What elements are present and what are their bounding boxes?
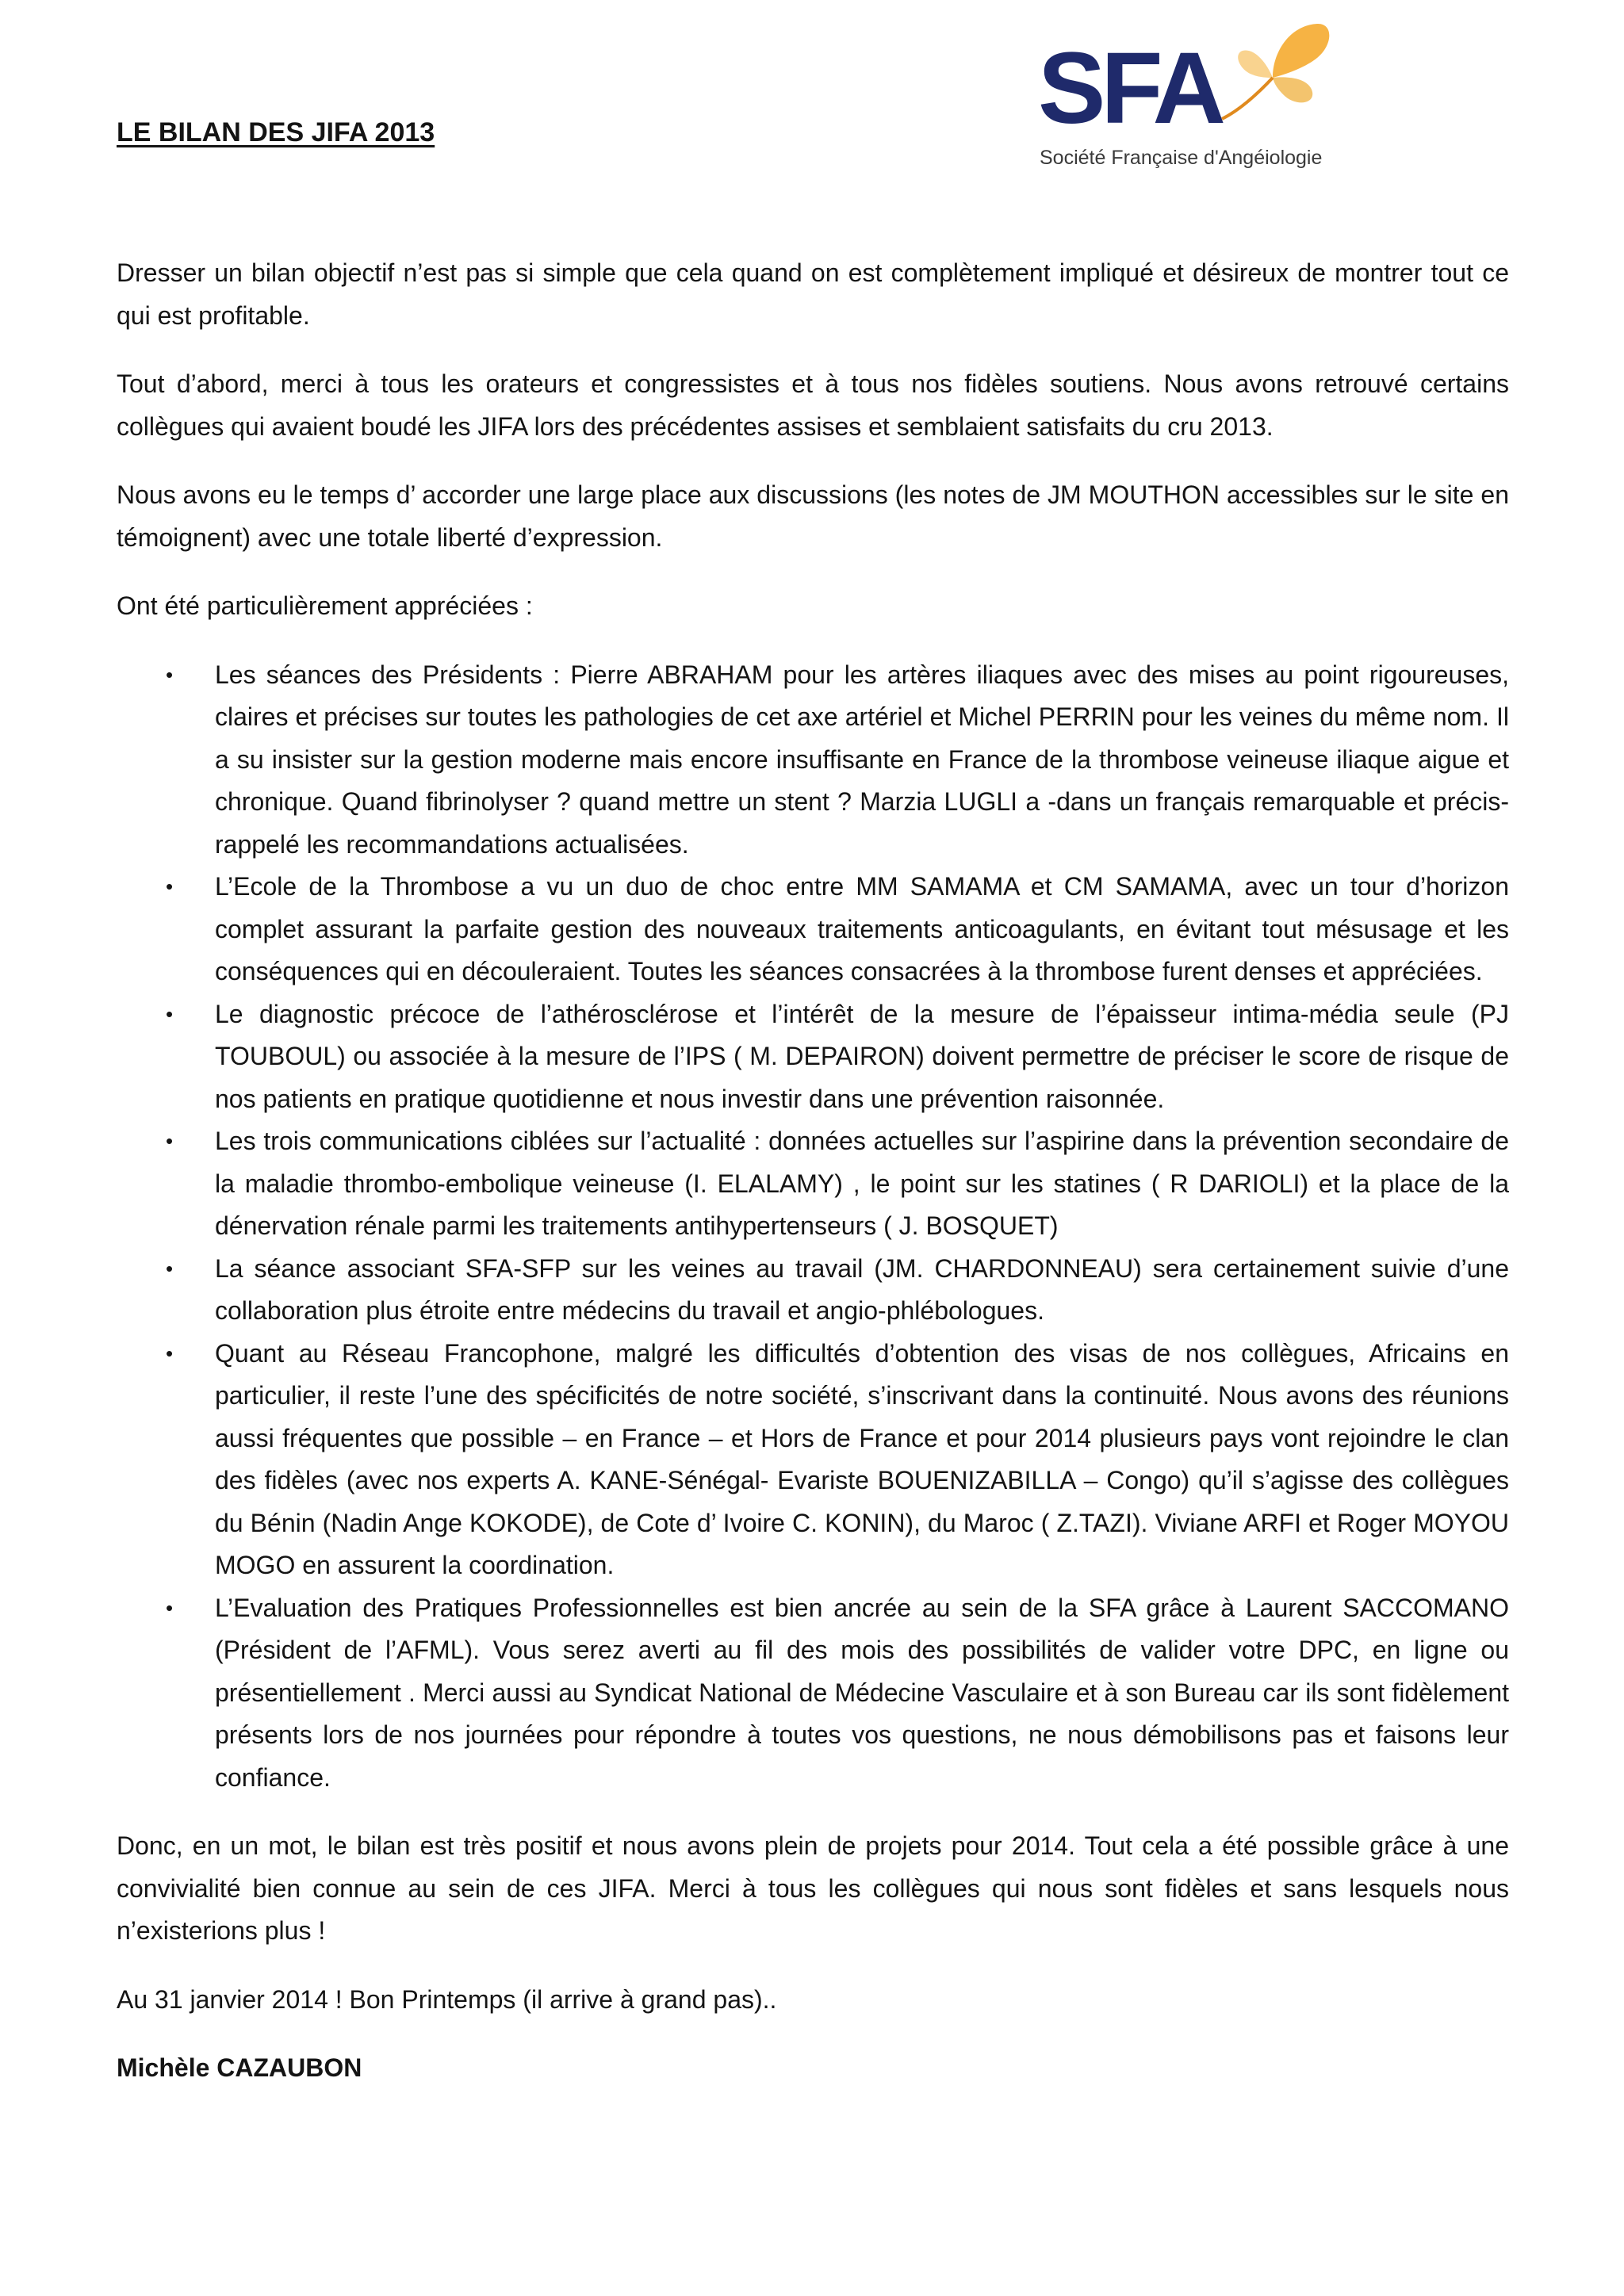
page-title: LE BILAN DES JIFA 2013 — [117, 117, 435, 147]
highlights-list — [117, 654, 1509, 1800]
list-item-text: L’Ecole de la Thrombose a vu un duo de choc entre MM SAMAMA et CM SAMAMA, avec un tour d’horizon complet assurant la parfaite gestion des nouveaux traitements anticoagulants, en évitant tout mésusage et les conséquences qui en découleraient. Toutes les séances consacrées à la thrombose furent denses et appréciées. — [215, 872, 1509, 985]
bullet-icon: • — [166, 1341, 174, 1365]
paragraph-date: Au 31 janvier 2014 ! Bon Printemps (il arrive à grand pas).. — [117, 1984, 777, 2014]
list-item-text: L’Evaluation des Pratiques Professionnelles est bien ancrée au sein de la SFA grâce à Laurent SACCOMANO (Président de l’AFML). Vous serez averti au fil des mois des possibilités de valider votre DPC, en ligne ou présentiellement . Merci aussi au Syndicat National de Médecine Vasculaire et à son Bureau car ils sont fidèlement présents lors de nos journées pour répondre à toutes vos questions, ne nous démobilisons pas et faisons leur confiance. — [215, 1593, 1509, 1792]
list-item-text: Les trois communications ciblées sur l’actualité : données actuelles sur l’aspirine dans la prévention secondaire de la maladie thrombo-embolique veineuse (I. ELALAMY) , le point sur les statines ( R DARIOLI) et la place de la dénervation rénale parmi les traitements antihypertenseurs ( J. BOSQUET) — [215, 1127, 1509, 1240]
list-item — [117, 866, 1509, 993]
list-item — [117, 1120, 1509, 1248]
paragraph-conclusion: Donc, en un mot, le bilan est très positif et nous avons plein de projets pour 2014. Tout cela a été possible grâce à une convivialité bien connue au sein de ces JIFA. Merci à tous les collègues qui nous sont fidèles et sans lesquels nous n’existerions plus ! — [117, 1831, 1509, 1945]
logo-letters: SFA — [1038, 32, 1221, 145]
butterfly-icon — [1222, 24, 1329, 119]
letter-body — [117, 252, 1509, 2116]
list-item-text: La séance associant SFA-SFP sur les veines au travail (JM. CHARDONNEAU) sera certainement suivie d’une collaboration plus étroite entre médecins du travail et angio-phlébologues. — [215, 1253, 1509, 1325]
signature: Michèle CAZAUBON — [117, 2053, 362, 2082]
sfa-logo-graphic — [1035, 16, 1344, 182]
list-item-text: Quant au Réseau Francophone, malgré les difficultés d’obtention des visas de nos collègues, Africains en particulier, il reste l’une des spécificités de notre société, s’inscrivant dans la continuité. Nous avons des réunions aussi fréquentes que possible – en France – et Hors de France et pour 2014 plusieurs pays vont rejoindre le clan des fidèles (avec nos experts A. KANE-Sénégal- Evariste BOUENIZABILLA – Congo) qu’il s’agisse des collègues du Bénin (Nadin Ange KOKODE), de Cote d’ Ivoire C. KONIN), du Maroc ( Z.TAZI). Viviane ARFI et Roger MOYOU MOGO en assurent la coordination. — [215, 1338, 1509, 1579]
list-item — [117, 1333, 1509, 1587]
list-item-text: Le diagnostic précoce de l’athérosclérose et l’intérêt de la mesure de l’épaisseur intima-média seule (PJ TOUBOUL) ou associée à la mesure de l’IPS ( M. DEPAIRON) doivent permettre de préciser le score de risque de nos patients en pratique quotidienne et nous investir dans une prévention raisonnée. — [215, 999, 1509, 1113]
bullet-icon: • — [166, 874, 174, 898]
sfa-logo — [1035, 16, 1344, 182]
bullet-icon: • — [166, 1129, 174, 1153]
list-item — [117, 993, 1509, 1121]
paragraph-intro: Dresser un bilan objectif n’est pas si simple que cela quand on est complètement impliqué et désireux de montrer tout ce qui est profitable. — [117, 258, 1509, 330]
bullet-icon: • — [166, 1001, 174, 1026]
list-item-text: Les séances des Présidents : Pierre ABRAHAM pour les artères iliaques avec des mises au point rigoureuses, claires et précises sur toutes les pathologies de cet axe artériel et Michel PERRIN pour les veines du même nom. Il a su insister sur la gestion moderne mais encore insuffisante en France de la thrombose veineuse iliaque aigue et chronique. Quand fibrinolyser ? quand mettre un stent ? Marzia LUGLI a -dans un français remarquable et précis- rappelé les recommandations actualisées. — [215, 660, 1509, 859]
bullet-icon: • — [166, 1256, 174, 1280]
bullet-icon: • — [166, 1595, 174, 1620]
bullet-icon: • — [166, 662, 174, 687]
list-item — [117, 1248, 1509, 1333]
paragraph-discussions: Nous avons eu le temps d’ accorder une large place aux discussions (les notes de JM MOUTHON accessibles sur le site en témoignent) avec une totale liberté d’expression. — [117, 480, 1509, 552]
list-item — [117, 654, 1509, 867]
paragraph-appreciated-lead: Ont été particulièrement appréciées : — [117, 591, 533, 620]
paragraph-thanks: Tout d’abord, merci à tous les orateurs et congressistes et à tous nos fidèles soutiens. Nous avons retrouvé certains collègues qui avaient boudé les JIFA lors des précédentes assises et semblaient satisfaits du cru 2013. — [117, 369, 1509, 441]
list-item — [117, 1587, 1509, 1800]
logo-subtitle: Société Française d'Angéiologie — [1040, 147, 1323, 169]
